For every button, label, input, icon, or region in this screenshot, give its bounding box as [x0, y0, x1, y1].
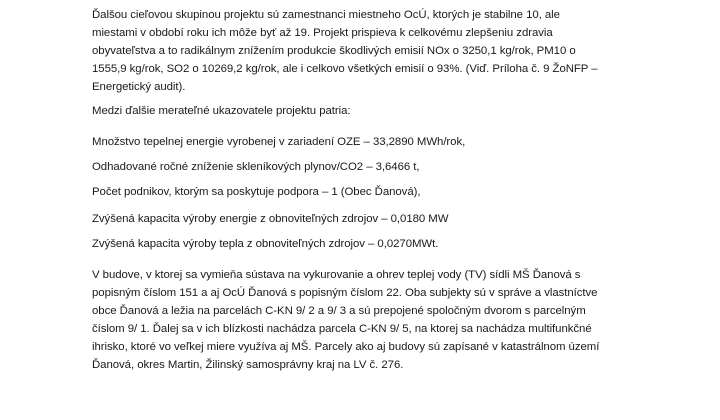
indicator-item — [92, 210, 448, 228]
text-line: popisným číslom 151 a aj OcÚ Ďanová s popisným číslom 22. Oba subjekty sú v správe a vlastníctve — [92, 287, 598, 299]
building-paragraph — [92, 266, 599, 374]
indicator-item — [92, 133, 465, 151]
text-line: Zvýšená kapacita výroby tepla z obnoviteľných zdrojov – 0,0270MWt. — [92, 238, 439, 250]
text-line: číslom 9/ 1. Ďalej sa v ich blízkosti nachádza parcela C-KN 9/ 5, na ktorej sa nachádza multifunkčné — [92, 323, 592, 335]
text-line: V budove, v ktorej sa vymieňa sústava na vykurovanie a ohrev teplej vody (TV) sídli MŠ Ďanová s — [92, 269, 581, 281]
text-line: Energetický audit). — [92, 81, 186, 93]
text-line: obyvateľstva a to radikálnym znížením produkcie škodlivých emisií NOx o 3250,1 kg/rok, PM10 o — [92, 45, 576, 57]
text-line: miestami v období roku ich môže byť až 19. Projekt prispieva k celkovému zlepšeniu zdravia — [92, 27, 553, 39]
text-line: Ďalšou cieľovou skupinou projektu sú zamestnanci miestneho OcÚ, ktorých je stabilne 10, ale — [92, 9, 560, 21]
indicator-item — [92, 158, 419, 176]
text-line: ihrisko, ktoré vo veľkej miere využíva aj MŠ. Parcely ako aj budovy sú zapísané v katastrálnom území — [92, 341, 600, 353]
text-line: Množstvo tepelnej energie vyrobenej v zariadení OZE – 33,2890 MWh/rok, — [92, 136, 466, 148]
text-line: Zvýšená kapacita výroby energie z obnoviteľných zdrojov – 0,0180 MW — [92, 213, 449, 225]
text-line: Ďanová, okres Martin, Žilinský samosprávny kraj na LV č. 276. — [92, 359, 404, 371]
indicator-item — [92, 235, 438, 253]
indicator-item — [92, 183, 420, 201]
indicators-heading — [92, 102, 351, 120]
text-line: 1555,9 kg/rok, SO2 o 10269,2 kg/rok, ale i celkovo všetkých emisií o 93%. (Viď. Príloha č. 9 ŽoNFP – — [92, 63, 598, 75]
text-line: obce Ďanová a ležia na parcelách C-KN 9/ 2 a 9/ 3 a sú prepojené spoločným dvorom s parcelným — [92, 305, 586, 317]
text-line: Počet podnikov, ktorým sa poskytuje podpora – 1 (Obec Ďanová), — [92, 186, 421, 198]
text-line: Medzi ďalšie merateľné ukazovatele projektu patria: — [92, 105, 351, 117]
text-line: Odhadované ročné zníženie skleníkových plynov/CO2 – 3,6466 t, — [92, 161, 420, 173]
intro-paragraph — [92, 6, 598, 96]
